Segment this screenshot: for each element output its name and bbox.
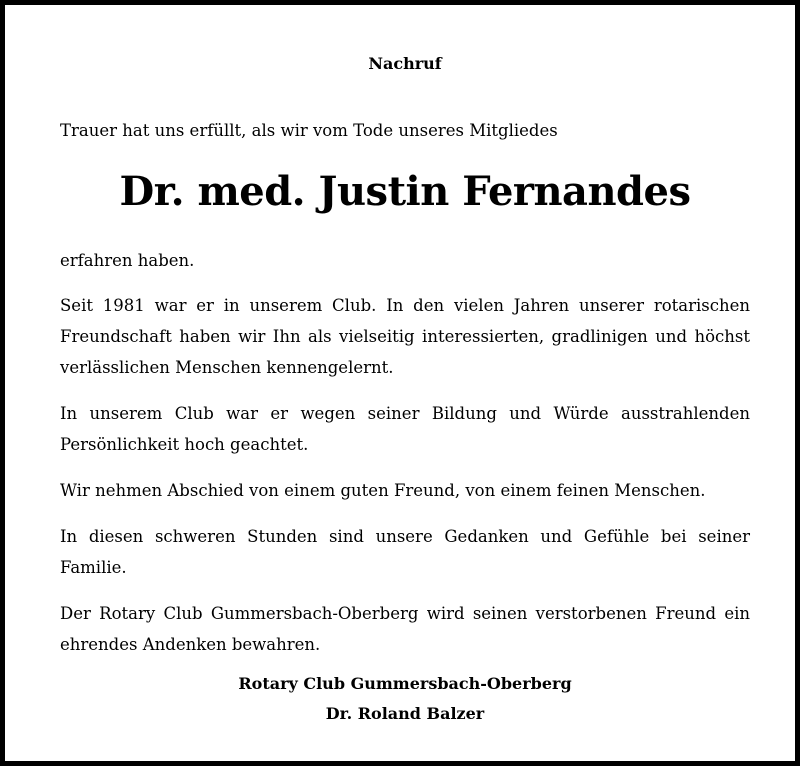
notice-heading: Nachruf	[368, 54, 442, 73]
paragraph-farewell: Wir nehmen Abschied von einem guten Freund, von einem feinen Menschen.	[60, 481, 706, 500]
paragraph-respect: In unserem Club war er wegen seiner Bildung und Würde ausstrahlenden Persönlichkeit hoch geachtet.	[60, 404, 750, 454]
paragraph-closing-intro: erfahren haben.	[60, 251, 195, 270]
intro-text: Trauer hat uns erfüllt, als wir vom Tode unseres Mitgliedes	[60, 121, 558, 140]
paragraph-family: In diesen schweren Stunden sind unsere Gedanken und Gefühle bei seiner Familie.	[60, 527, 750, 577]
deceased-name: Dr. med. Justin Fernandes	[119, 168, 691, 215]
paragraph-memory: Der Rotary Club Gummersbach-Oberberg wird seinen verstorbenen Freund ein ehrendes Andenken bewahren.	[60, 604, 750, 654]
signature-organization: Rotary Club Gummersbach-Oberberg	[238, 674, 572, 693]
signature-person: Dr. Roland Balzer	[325, 704, 485, 723]
signature-block	[5, 669, 800, 729]
notice-body	[60, 245, 750, 660]
paragraph-membership: Seit 1981 war er in unserem Club. In den vielen Jahren unserer rotarischen Freundschaft haben wir Ihn als vielseitig interessierten, gradlinigen und höchst verlässlichen Menschen kennengelernt.	[60, 296, 750, 377]
